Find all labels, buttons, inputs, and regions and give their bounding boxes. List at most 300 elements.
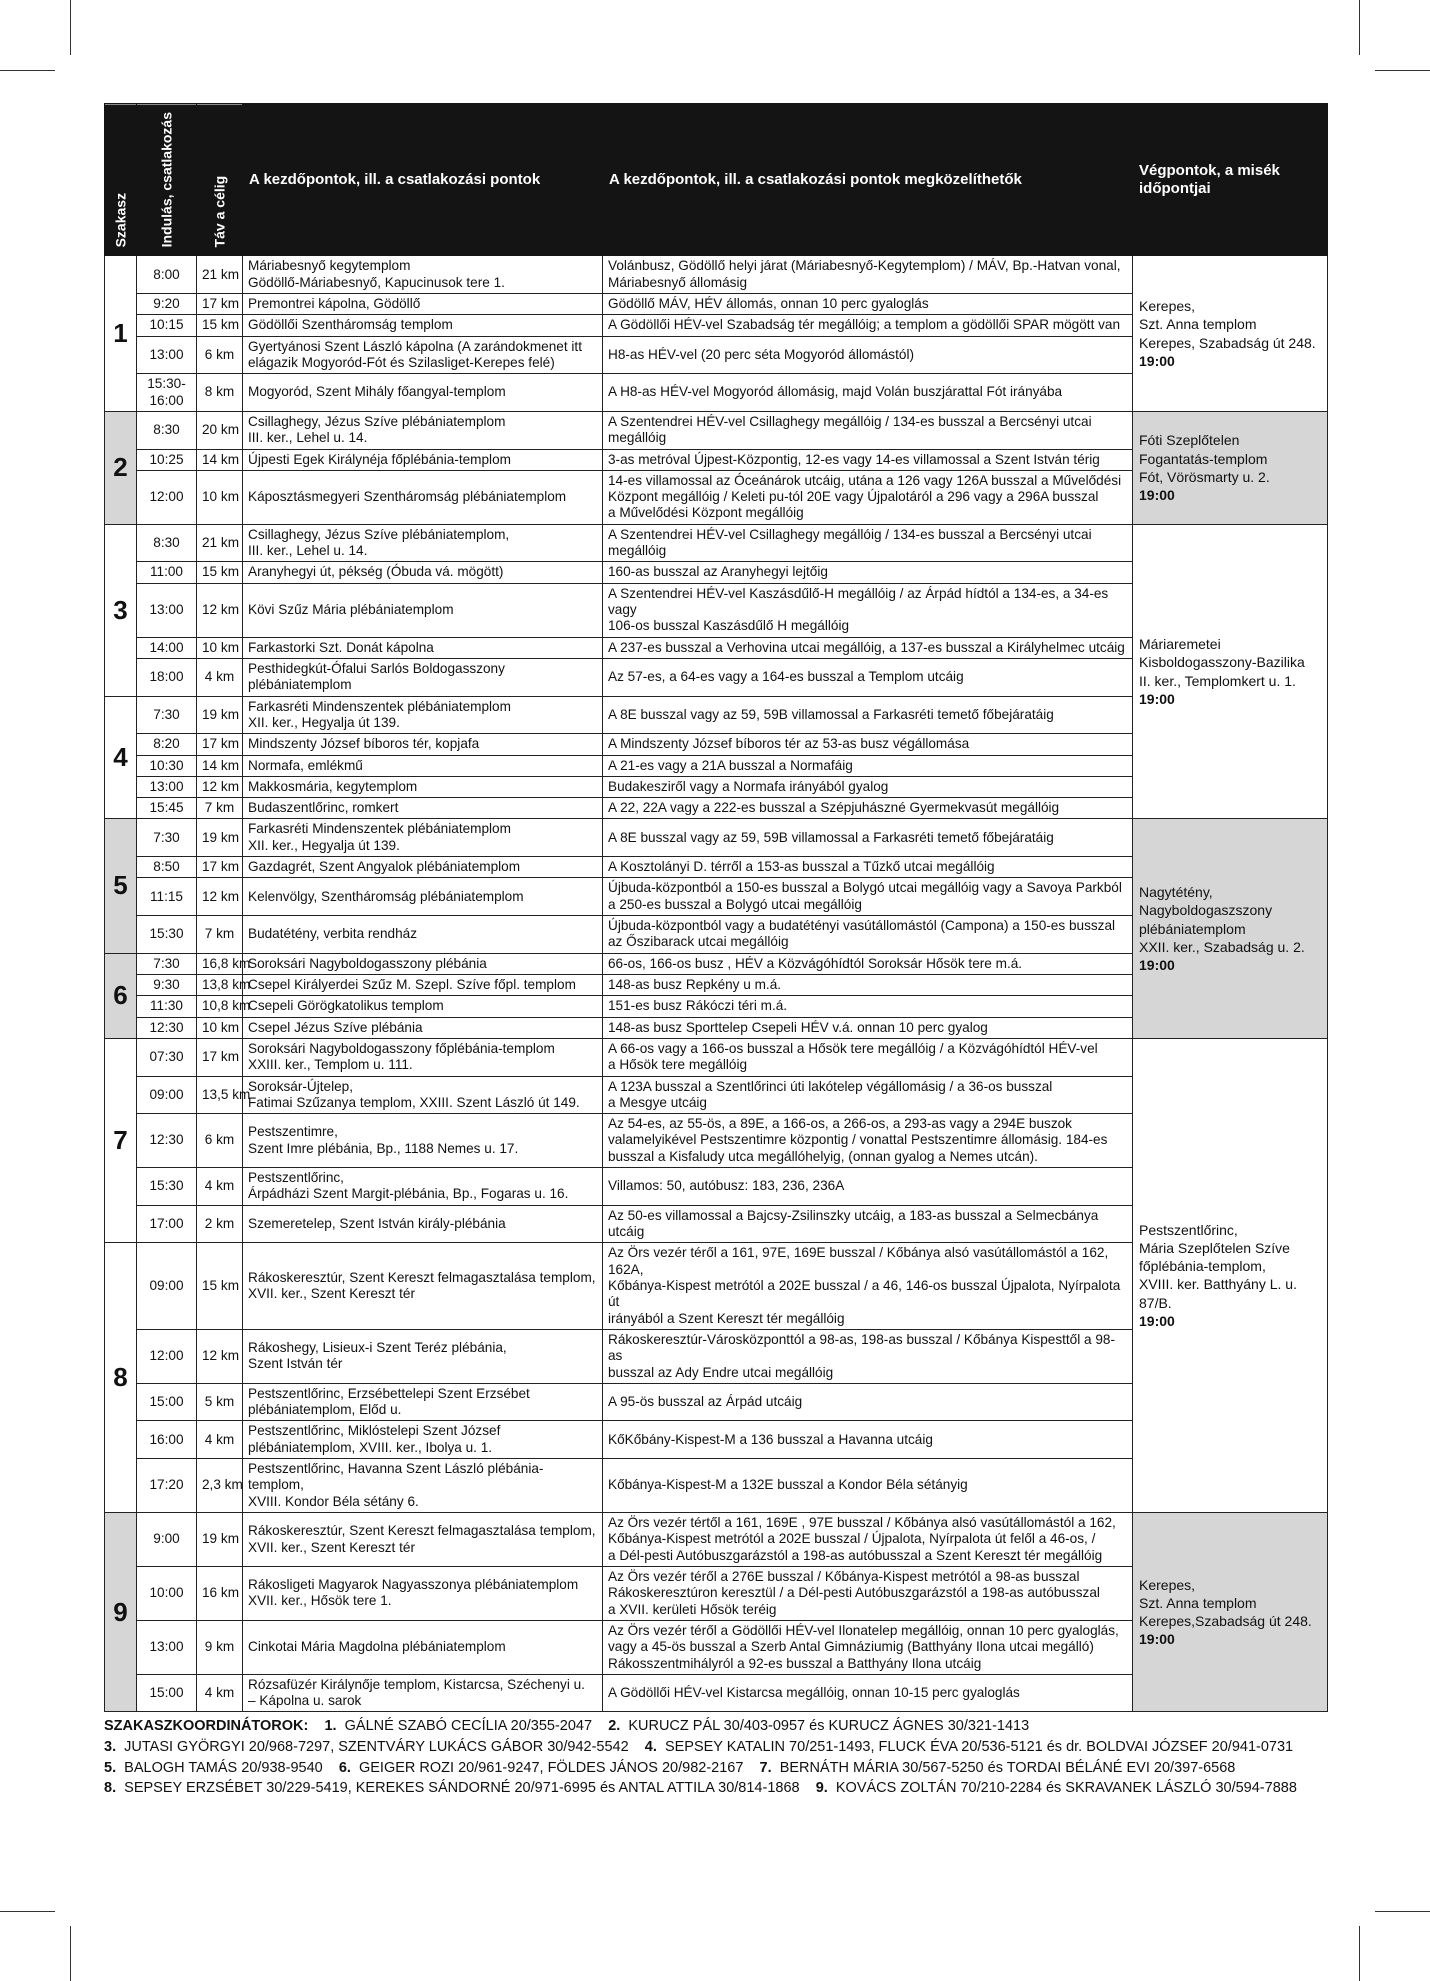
coordinator-section-number: 5.	[104, 1759, 117, 1776]
start-point	[243, 974, 603, 995]
section-number: 2	[105, 411, 137, 524]
departure-time: 13:00	[137, 1620, 197, 1674]
start-point	[243, 1513, 603, 1567]
start-point	[243, 637, 603, 658]
start-point-line: Pestszentlőrinc,	[248, 1170, 344, 1186]
coordinator-line	[104, 1737, 1327, 1758]
access-info-line: a Mesgye utcáig	[608, 1094, 707, 1110]
start-point-line: Soroksár-Újtelep,	[248, 1078, 354, 1094]
departure-time: 14:00	[137, 637, 197, 658]
access-info	[603, 1168, 1133, 1206]
coordinator-line	[104, 1778, 1327, 1799]
departure-time: 8:00	[137, 256, 197, 294]
access-info	[603, 658, 1133, 696]
start-point	[243, 755, 603, 776]
start-point-line: III. ker., Lehel u. 14.	[248, 430, 368, 446]
access-info	[603, 1038, 1133, 1076]
endpoint-info	[1133, 1038, 1328, 1512]
access-info-line: busszal a Kisfaludy utca megállóhelyig, (onnan gyalog a Nemes utcán).	[608, 1148, 1038, 1164]
access-info-line: 148-as busz Sporttelep Csepeli HÉV v.á. onnan 10 perc gyalog	[608, 1019, 988, 1035]
coordinator-contact: GÁLNÉ SZABÓ CECÍLIA 20/355-2047	[344, 1718, 593, 1735]
access-info-line: valamelyikével Pestszentimre központig / vonattal Pestszentimre állomásig. 184-es	[608, 1132, 1108, 1148]
endpoint-line: Mária Szeplőtelen Szíve	[1139, 1240, 1290, 1257]
start-point-line: Cinkotai Mária Magdolna plébániatemplom	[248, 1639, 506, 1655]
start-point	[243, 1674, 603, 1712]
access-info-line: A 66-os vagy a 166-os busszal a Hősök tere megállóig / a Közvágóhídtól HÉV-vel	[608, 1040, 1098, 1056]
coordinator-section-number: 2.	[608, 1718, 621, 1735]
access-info-line: A 123A busszal a Szentlőrinci úti lakótelep végállomásig / a 36-os busszal	[608, 1078, 1053, 1094]
table-row	[105, 1513, 1328, 1567]
crop-mark	[70, 1926, 71, 1981]
access-info	[603, 1620, 1133, 1674]
access-info-line: 66-os, 166-os busz , HÉV a Közvágóhídtól Soroksár Hősök tere m.á.	[608, 955, 1023, 971]
start-point	[243, 470, 603, 524]
start-point	[243, 374, 603, 412]
endpoint-line: XVIII. ker. Batthyány L. u.	[1139, 1276, 1297, 1293]
endpoint-line: 87/B.	[1139, 1294, 1172, 1311]
crop-mark	[1359, 1926, 1360, 1981]
distance-to-goal: 2,3 km	[197, 1459, 243, 1513]
access-info-line: Kőbánya-Kispest metrótól a 202E busszal / Újpalota, Nyírpalota út felől a 46-os, /	[608, 1531, 1096, 1547]
access-info-line: 160-as busszal az Aranyhegyi lejtőig	[608, 564, 828, 580]
departure-time: 9:00	[137, 1513, 197, 1567]
access-info	[603, 1421, 1133, 1459]
endpoint-line: Nagyboldogaszszony	[1139, 902, 1273, 919]
header-access: A kezdőpontok, ill. a csatlakozási pontok megközelíthetők	[603, 104, 1133, 256]
distance-to-goal: 4 km	[197, 1168, 243, 1206]
departure-time: 15:30	[137, 916, 197, 954]
start-point-line: III. ker., Lehel u. 14.	[248, 543, 368, 559]
access-info	[603, 798, 1133, 819]
departure-time: 8:30	[137, 411, 197, 449]
access-info	[603, 878, 1133, 916]
access-info-line: megállóig	[608, 430, 667, 446]
start-point-line: Soroksári Nagyboldogasszony plébánia	[248, 955, 487, 971]
access-info	[603, 996, 1133, 1017]
distance-to-goal: 5 km	[197, 1383, 243, 1421]
access-info	[603, 734, 1133, 755]
access-info	[603, 336, 1133, 374]
access-info-line: A 8E busszal vagy az 59, 59B villamossal a Farkasréti temető főbejáratáig	[608, 706, 1054, 722]
departure-time: 11:15	[137, 878, 197, 916]
endpoint-info	[1133, 524, 1328, 819]
access-info-line: 106-os busszal Kaszásdűlő H megállóig	[608, 618, 850, 634]
access-info-line: a Művelődési Központ megállóig	[608, 505, 804, 521]
access-info-line: H8-as HÉV-vel (20 perc séta Mogyoród állomástól)	[608, 346, 914, 362]
coordinator-section-number: 1.	[324, 1718, 337, 1735]
access-info	[603, 755, 1133, 776]
distance-to-goal: 16 km	[197, 1566, 243, 1620]
section-number: 7	[105, 1038, 137, 1242]
start-point-line: Rákoskeresztúr, Szent Kereszt felmagasztalása templom,	[248, 1523, 596, 1539]
start-point-line: Csillaghegy, Jézus Szíve plébániatemplom,	[248, 526, 510, 542]
endpoint-line: II. ker., Templomkert u. 1.	[1139, 672, 1296, 689]
start-point	[243, 916, 603, 954]
departure-time: 7:30	[137, 696, 197, 734]
header-distance: Táv a célig	[197, 104, 243, 256]
access-info-line: Rákoskeresztúron keresztül / a Dél-pesti Autóbuszgarázstól a 198-as autóbusszal	[608, 1585, 1100, 1601]
start-point	[243, 562, 603, 583]
access-info-line: Az Örs vezér téről a Gödöllői HÉV-vel Ilonatelep megállóig, onnan 10 perc gyaloglás,	[608, 1622, 1119, 1638]
access-info-line: A Szentendrei HÉV-vel Csillaghegy megállóig / 134-es busszal a Bercsényi utcai	[608, 413, 1092, 429]
departure-time: 10:00	[137, 1566, 197, 1620]
departure-time: 12:00	[137, 1329, 197, 1383]
start-point	[243, 878, 603, 916]
schedule-body	[105, 256, 1328, 1712]
access-info-line: Az Örs vezér téről a 161, 97E, 169E busszal / Kőbánya alsó vasútállomástól a 162, 162A,	[608, 1245, 1109, 1277]
table-row	[105, 524, 1328, 562]
access-info	[603, 1513, 1133, 1567]
distance-to-goal: 7 km	[197, 798, 243, 819]
start-point-line: Pestszentlőrinc, Miklóstelepi Szent József	[248, 1423, 501, 1439]
start-point-line: XVII. ker., Szent Kereszt tér	[248, 1286, 415, 1302]
distance-to-goal: 20 km	[197, 411, 243, 449]
mass-time: 19:00	[1139, 1312, 1175, 1329]
departure-time: 07:30	[137, 1038, 197, 1076]
section-number: 3	[105, 524, 137, 696]
start-point	[243, 1620, 603, 1674]
distance-to-goal: 12 km	[197, 583, 243, 637]
start-point	[243, 583, 603, 637]
distance-to-goal: 14 km	[197, 755, 243, 776]
start-point	[243, 1383, 603, 1421]
departure-time: 15:30	[137, 1168, 197, 1206]
coordinator-contact: BALOGH TAMÁS 20/938-9540	[124, 1759, 323, 1776]
distance-to-goal: 15 km	[197, 1243, 243, 1330]
start-point-line: Rákoskeresztúr, Szent Kereszt felmagasztalása templom,	[248, 1269, 596, 1285]
start-point-line: Farkasréti Mindenszentek plébániatemplom	[248, 821, 511, 837]
access-info	[603, 916, 1133, 954]
access-info	[603, 256, 1133, 294]
endpoint-info	[1133, 1513, 1328, 1712]
access-info-line: A 95-ös busszal az Árpád utcáig	[608, 1394, 803, 1409]
departure-time: 13:00	[137, 776, 197, 797]
endpoint-line: Kisboldogasszony-Bazilika	[1139, 654, 1305, 671]
endpoint-info	[1133, 256, 1328, 412]
header-departure: Indulás, csatlakozás	[137, 104, 197, 256]
access-info-line: Az 54-es, az 55-ös, a 89E, a 166-os, a 266-os, a 293-as vagy a 294E buszok	[608, 1116, 1072, 1132]
start-point-line: elágazik Mogyoród-Fót és Szilasliget-Kerepes felé)	[248, 354, 555, 370]
distance-to-goal: 17 km	[197, 1038, 243, 1076]
start-point-line: Csepel Királyerdei Szűz M. Szepl. Szíve főpl. templom	[248, 976, 576, 992]
access-info-line: A Kosztolányi D. térről a 153-as busszal a Tűzkő utcai megállóig	[608, 859, 995, 875]
departure-time: 8:30	[137, 524, 197, 562]
crop-mark	[1375, 1911, 1430, 1912]
start-point	[243, 256, 603, 294]
departure-time: 17:00	[137, 1205, 197, 1243]
endpoint-line: Szt. Anna templom	[1139, 1595, 1257, 1612]
departure-time: 12:30	[137, 1114, 197, 1168]
distance-to-goal: 19 km	[197, 819, 243, 857]
endpoint-info	[1133, 411, 1328, 524]
start-point-line: Pestszentlőrinc, Havanna Szent László plébánia-templom,	[248, 1461, 544, 1493]
access-info-line: A Mindszenty József bíboros tér az 53-as busz végállomása	[608, 736, 970, 752]
start-point	[243, 411, 603, 449]
departure-time: 9:20	[137, 294, 197, 315]
access-info	[603, 449, 1133, 470]
access-info-line: A Szentendrei HÉV-vel Kaszásdűlő-H megállóig / az Árpád hídtól a 134-es, a 34-es vagy	[608, 585, 1109, 618]
mass-time: 19:00	[1139, 690, 1175, 707]
access-info-line: busszal az Ady Endre utcai megállóig	[608, 1364, 834, 1380]
access-info	[603, 1076, 1133, 1114]
access-info-line: Az Örs vezér téről a 276E busszal / Kőbánya-Kispest metrótól a 98-as busszal	[608, 1568, 1080, 1584]
section-number: 9	[105, 1513, 137, 1712]
access-info-line: vagy a 45-ös busszal a Szerb Antal Gimnáziumig (Batthyány Ilona utcai megálló)	[608, 1639, 1094, 1655]
start-point-line: Kövi Szűz Mária plébániatemplom	[248, 602, 454, 618]
start-point	[243, 1168, 603, 1206]
distance-to-goal: 13,5 km	[197, 1076, 243, 1114]
distance-to-goal: 17 km	[197, 857, 243, 878]
start-point	[243, 1076, 603, 1114]
distance-to-goal: 7 km	[197, 916, 243, 954]
access-info	[603, 857, 1133, 878]
endpoint-line: Kerepes,	[1139, 1576, 1196, 1593]
access-info-line: az Őszibarack utcai megállóig	[608, 934, 789, 950]
access-info-line: A H8-as HÉV-vel Mogyoród állomásig, majd Volán buszjárattal Fót irányába	[608, 384, 1063, 400]
access-info	[603, 819, 1133, 857]
start-point-line: XVII. ker., Szent Kereszt tér	[248, 1539, 415, 1555]
start-point-line: Makkosmária, kegytemplom	[248, 778, 418, 794]
start-point-line: Gyertyánosi Szent László kápolna (A zarándokmenet itt	[248, 338, 582, 354]
access-info-line: A Gödöllői HÉV-vel Szabadság tér megállóig; a templom a gödöllői SPAR mögött van	[608, 317, 1121, 333]
header-section: Szakasz	[105, 104, 137, 256]
crop-mark	[1375, 70, 1430, 71]
access-info-line: Budakesziről vagy a Normafa irányából gyalog	[608, 778, 889, 794]
access-info	[603, 776, 1133, 797]
access-info-line: a Hősök tere megállóig	[608, 1057, 748, 1073]
access-info-line: KőKőbány-Kispest-M a 136 busszal a Havanna utcáig	[608, 1431, 933, 1447]
start-point-line: Kelenvölgy, Szentháromság plébániatemplom	[248, 888, 524, 904]
departure-time: 10:25	[137, 449, 197, 470]
start-point-line: Rákosligeti Magyarok Nagyasszonya plébániatemplom	[248, 1577, 579, 1593]
access-info	[603, 1114, 1133, 1168]
start-point-line: Mindszenty József bíboros tér, kopjafa	[248, 736, 480, 752]
start-point	[243, 315, 603, 336]
access-info	[603, 696, 1133, 734]
mass-time: 19:00	[1139, 1631, 1175, 1648]
access-info-line: a Dél-pesti Autóbuszgarázstól a 198-as autóbusszal a Szent Kereszt tér megállóig	[608, 1547, 1103, 1563]
coordinator-section-number: 7.	[759, 1759, 772, 1776]
coordinator-contact: GEIGER ROZI 20/961-9247, FÖLDES JÁNOS 20/982-2167	[358, 1759, 744, 1776]
start-point-line: Csepeli Görögkatolikus templom	[248, 998, 444, 1014]
distance-to-goal: 10,8 km	[197, 996, 243, 1017]
access-info	[603, 1329, 1133, 1383]
distance-to-goal: 15 km	[197, 562, 243, 583]
departure-time: 10:15	[137, 315, 197, 336]
coordinator-line	[104, 1716, 1327, 1737]
start-point	[243, 1329, 603, 1383]
start-point-line: Csepel Jézus Szíve plébánia	[248, 1019, 423, 1035]
start-point	[243, 819, 603, 857]
endpoint-line: Fogantatás-templom	[1139, 450, 1268, 467]
access-info	[603, 294, 1133, 315]
departure-time: 16:00	[137, 1421, 197, 1459]
access-info-line: Gödöllő MÁV, HÉV állomás, onnan 10 perc gyaloglás	[608, 296, 929, 312]
start-point	[243, 294, 603, 315]
endpoint-line: plébániatemplom	[1139, 920, 1246, 937]
start-point	[243, 336, 603, 374]
start-point-line: XXIII. ker., Templom u. 111.	[248, 1057, 413, 1073]
departure-time: 8:50	[137, 857, 197, 878]
departure-time: 15:30-16:00	[137, 374, 197, 412]
departure-time: 18:00	[137, 658, 197, 696]
start-point-line: Rákoshegy, Lisieux-i Szent Teréz plébánia,	[248, 1340, 507, 1356]
departure-time: 8:20	[137, 734, 197, 755]
start-point-line: Normafa, emlékmű	[248, 757, 363, 773]
header-points: A kezdőpontok, ill. a csatlakozási pontok	[243, 104, 603, 256]
coordinator-contact: BERNÁTH MÁRIA 30/567-5250 és TORDAI BÉLÁNÉ EVI 20/397-6568	[779, 1759, 1236, 1776]
distance-to-goal: 16,8 km	[197, 953, 243, 974]
access-info-line: A 237-es busszal a Verhovina utcai megállóig, a 137-es busszal a Királyhelmec utcáig	[608, 639, 1125, 655]
access-info	[603, 1459, 1133, 1513]
coordinators-block	[104, 1716, 1327, 1798]
access-info	[603, 953, 1133, 974]
departure-time: 17:20	[137, 1459, 197, 1513]
start-point	[243, 1421, 603, 1459]
start-point-line: Csillaghegy, Jézus Szíve plébániatemplom	[248, 413, 506, 429]
distance-to-goal: 12 km	[197, 776, 243, 797]
start-point-line: plébániatemplom, XVIII. ker., Ibolya u. 1.	[248, 1439, 493, 1455]
distance-to-goal: 12 km	[197, 1329, 243, 1383]
distance-to-goal: 13,8 km	[197, 974, 243, 995]
access-info-line: Kőbánya-Kispest metrótól a 202E busszal / a 46, 146-os busszal Újpalota, Nyírpalota út	[608, 1277, 1121, 1310]
section-number: 4	[105, 696, 137, 819]
coordinator-contact: KOVÁCS ZOLTÁN 70/210-2284 és SKRAVANEK LÁSZLÓ 30/594-7888	[835, 1780, 1297, 1797]
start-point-line: plébániatemplom	[248, 677, 352, 693]
start-point	[243, 734, 603, 755]
distance-to-goal: 6 km	[197, 336, 243, 374]
access-info	[603, 411, 1133, 449]
table-row	[105, 411, 1328, 449]
schedule-table	[104, 103, 1328, 1712]
departure-time: 09:00	[137, 1243, 197, 1330]
access-info-line: Volánbusz, Gödöllő helyi járat (Máriabesnyő-Kegytemplom) / MÁV, Bp.-Hatvan vonal,	[608, 258, 1121, 274]
departure-time: 7:30	[137, 819, 197, 857]
start-point-line: XII. ker., Hegyalja út 139.	[248, 837, 400, 853]
table-row	[105, 819, 1328, 857]
start-point	[243, 798, 603, 819]
distance-to-goal: 8 km	[197, 374, 243, 412]
departure-time: 10:30	[137, 755, 197, 776]
distance-to-goal: 9 km	[197, 1620, 243, 1674]
departure-time: 12:30	[137, 1017, 197, 1038]
access-info-line: A Szentendrei HÉV-vel Csillaghegy megállóig / 134-es busszal a Bercsényi utcai	[608, 526, 1092, 542]
access-info-line: Az 57-es, a 64-es vagy a 164-es busszal a Templom utcáig	[608, 669, 964, 685]
start-point-line: XII. ker., Hegyalja út 139.	[248, 714, 400, 730]
coordinator-contact: SEPSEY KATALIN 70/251-1493, FLUCK ÉVA 20/536-5121 és dr. BOLDVAI JÓZSEF 20/941-0731	[664, 1739, 1294, 1756]
access-info-line: Újbuda-központból a 150-es busszal a Bolygó utcai megállóig vagy a Savoya Parkból	[608, 880, 1122, 896]
endpoint-line: Fót, Vörösmarty u. 2.	[1139, 468, 1270, 485]
distance-to-goal: 10 km	[197, 470, 243, 524]
start-point-line: Gödöllő-Máriabesnyő, Kapucinusok tere 1.	[248, 274, 505, 290]
start-point-line: Rózsafüzér Királynője templom, Kistarcsa, Széchenyi u.	[248, 1676, 585, 1692]
start-point-line: Pesthidegkút-Ófalui Sarlós Boldogasszony	[248, 660, 505, 676]
distance-to-goal: 4 km	[197, 1674, 243, 1712]
access-info-line: Villamos: 50, autóbusz: 183, 236, 236A	[608, 1178, 845, 1194]
distance-to-goal: 19 km	[197, 1513, 243, 1567]
distance-to-goal: 2 km	[197, 1205, 243, 1243]
endpoint-line: Kerepes,	[1139, 298, 1196, 315]
start-point-line: Máriabesnyő kegytemplom	[248, 258, 411, 274]
access-info-line: Az 50-es villamossal a Bajcsy-Zsilinszky utcáig, a 183-as busszal a Selmecbánya utcáig	[608, 1207, 1099, 1240]
start-point-line: Gödöllői Szentháromság templom	[248, 317, 453, 333]
coordinator-contact: JUTASI GYÖRGYI 20/968-7297, SZENTVÁRY LUKÁCS GÁBOR 30/942-5542	[124, 1739, 629, 1756]
access-info	[603, 1566, 1133, 1620]
start-point	[243, 953, 603, 974]
coordinator-contact: KURUCZ PÁL 30/403-0957 és KURUCZ ÁGNES 30/321-1413	[628, 1718, 1030, 1735]
access-info-line: 151-es busz Rákóczi téri m.á.	[608, 998, 788, 1014]
start-point-line: Soroksári Nagyboldogasszony főplébánia-templom	[248, 1040, 555, 1056]
coordinator-section-number: 3.	[104, 1739, 117, 1756]
mass-time: 19:00	[1139, 956, 1175, 973]
crop-mark	[0, 70, 55, 71]
access-info-line: Máriabesnyő állomásig	[608, 274, 748, 290]
start-point	[243, 524, 603, 562]
coordinator-section-number: 9.	[815, 1780, 828, 1797]
start-point	[243, 857, 603, 878]
start-point-line: Pestszentimre,	[248, 1124, 338, 1140]
start-point	[243, 1038, 603, 1076]
departure-time: 15:45	[137, 798, 197, 819]
distance-to-goal: 4 km	[197, 658, 243, 696]
start-point-line: Fatimai Szűzanya templom, XXIII. Szent László út 149.	[248, 1094, 580, 1110]
distance-to-goal: 4 km	[197, 1421, 243, 1459]
coordinator-section-number: 8.	[104, 1780, 117, 1797]
crop-mark	[0, 1911, 55, 1912]
coordinator-contact: SEPSEY ERZSÉBET 30/229-5419, KEREKES SÁNDORNÉ 20/971-6995 és ANTAL ATTILA 30/814-1868	[124, 1780, 800, 1797]
start-point-line: Szent István tér	[248, 1356, 343, 1372]
distance-to-goal: 17 km	[197, 734, 243, 755]
access-info-line: A 21-es vagy a 21A busszal a Normafáig	[608, 757, 853, 773]
table-row	[105, 256, 1328, 294]
access-info-line: 148-as busz Repkény u m.á.	[608, 976, 782, 992]
departure-time: 15:00	[137, 1383, 197, 1421]
start-point-line: Gazdagrét, Szent Angyalok plébániatemplom	[248, 859, 521, 875]
distance-to-goal: 17 km	[197, 294, 243, 315]
distance-to-goal: 15 km	[197, 315, 243, 336]
distance-to-goal: 12 km	[197, 878, 243, 916]
access-info	[603, 562, 1133, 583]
start-point-line: Szemeretelep, Szent István király-plébánia	[248, 1215, 506, 1231]
start-point	[243, 1243, 603, 1330]
distance-to-goal: 6 km	[197, 1114, 243, 1168]
header-endpoints: Végpontok, a misék időpontjai	[1133, 104, 1328, 256]
access-info-line: Rákoskeresztúr-Városközponttól a 98-as, 198-as busszal / Kőbánya Kispesttől a 98-as	[608, 1331, 1116, 1364]
departure-time: 09:00	[137, 1076, 197, 1114]
access-info-line: a 250-es busszal a Bolygó utcai megállóig	[608, 896, 862, 912]
section-number: 5	[105, 819, 137, 953]
start-point-line: Újpesti Egek Királynéja főplébánia-templom	[248, 451, 511, 467]
start-point	[243, 1017, 603, 1038]
access-info	[603, 1383, 1133, 1421]
endpoint-line: főplébánia-templom,	[1139, 1258, 1266, 1275]
endpoint-line: Szt. Anna templom	[1139, 316, 1257, 333]
start-point	[243, 1566, 603, 1620]
access-info	[603, 1205, 1133, 1243]
start-point	[243, 696, 603, 734]
departure-time: 11:00	[137, 562, 197, 583]
table-row	[105, 1038, 1328, 1076]
section-number: 6	[105, 953, 137, 1038]
access-info-line: Kőbánya-Kispest-M a 132E busszal a Kondor Béla sétányig	[608, 1477, 968, 1493]
access-info-line: megállóig	[608, 543, 667, 559]
start-point	[243, 1114, 603, 1168]
access-info-line: Rákosszentmihályról a 92-es busszal a Batthyány Ilona utcáig	[608, 1655, 982, 1671]
departure-time: 13:00	[137, 336, 197, 374]
start-point-line: Mogyoród, Szent Mihály főangyal-templom	[248, 384, 506, 400]
access-info-line: A Gödöllői HÉV-vel Kistarcsa megállóig, onnan 10-15 perc gyaloglás	[608, 1685, 1020, 1700]
coordinator-section-number: 6.	[338, 1759, 351, 1776]
